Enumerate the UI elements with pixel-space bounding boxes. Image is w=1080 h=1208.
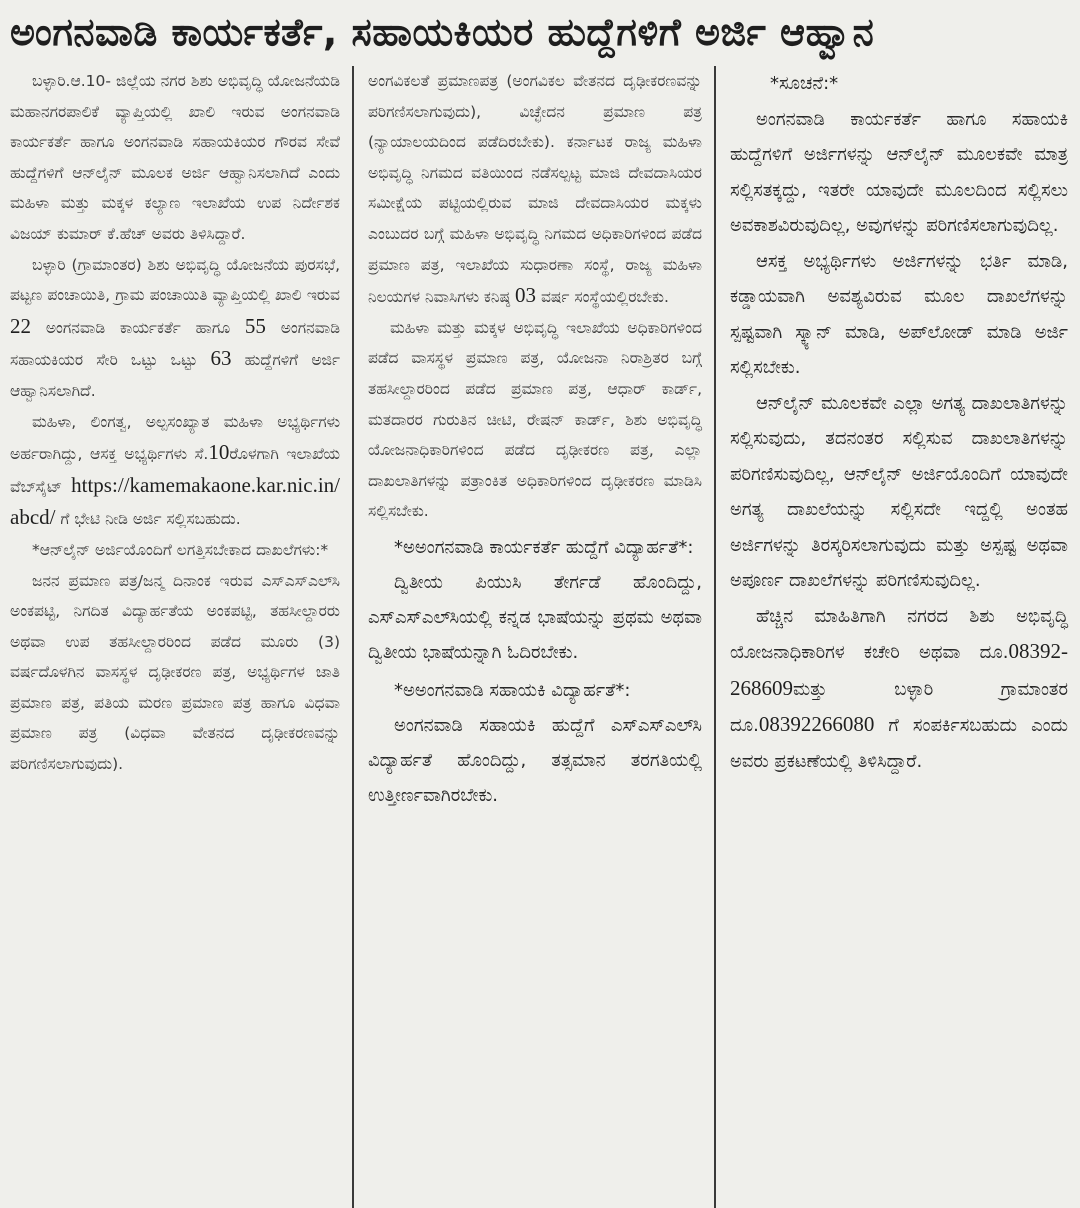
paragraph-attestation: ಮಹಿಳಾ ಮತ್ತು ಮಕ್ಕಳ ಅಭಿವೃದ್ಧಿ ಇಲಾಖೆಯ ಅಧಿಕಾರಿಗಳಿಂದ ಪಡೆದ ವಾಸಸ್ಥಳ ಪ್ರಮಾಣ ಪತ್ರ, ಯೋಜನಾ ನಿರಾಶ್ರಿತರ ಬಗ್ಗೆ ತಹಸೀಲ್ದಾರರಿಂದ ಪಡೆದ ಪ್ರಮಾಣ ಪತ್ರ, ಆಧಾರ್ ಕಾರ್ಡ್, ಮತದಾರರ ಗುರುತಿನ ಚೀಟಿ, ರೇಷನ್ ಕಾರ್ಡ್, ಶಿಶು ಅಭಿವೃದ್ಧಿ ಯೋಜನಾಧಿಕಾರಿಗಳಿಂದ ಪಡೆದ ದೃಢೀಕರಣ ಪತ್ರ, ಎಲ್ಲಾ ದಾಖಲಾತಿಗಳನ್ನು ಪತ್ರಾಂಕಿತ ಅಧಿಕಾರಿಗಳಿಂದ ದೃಢೀಕರಣ ಮಾಡಿಸಿ ಸಲ್ಲಿಸಬೇಕು.	[368, 318, 702, 521]
column-rule-right	[714, 66, 716, 1208]
paragraph-helper-qualification: ಅಂಗನವಾಡಿ ಸಹಾಯಕಿ ಹುದ್ದೆಗೆ ಎಸ್‍ಎಸ್‍ಎಲ್‍ಸಿ ವಿದ್ಯಾರ್ಹತೆ ಹೊಂದಿದ್ದು, ತತ್ಸಮಾನ ತರಗತಿಯಲ್ಲಿ ಉತ್ತೀರ್ಣವಾಗಿರಬೇಕು.	[368, 714, 702, 806]
text: ಅಂಗನವಾಡಿ ಕಾರ್ಯಕರ್ತೆ ಹಾಗೂ	[45, 318, 231, 337]
subheading-worker-qualification: *ಅಅಂಗನವಾಡಿ ಕಾರ್ಯಕರ್ತೆ ಹುದ್ದೆಗೆ ವಿದ್ಯಾರ್ಹತೆ*:	[394, 536, 694, 558]
phone-rural: 08392266080	[758, 712, 875, 736]
paragraph-eligibility	[10, 407, 340, 535]
paragraph-certificates	[368, 66, 702, 313]
subheading-documents: *ಆನ್‍ಲೈನ್ ಅರ್ಜಿಯೊಂದಿಗೆ ಲಗತ್ತಿಸಬೇಕಾದ ದಾಖಲೆಗಳು:*	[32, 540, 329, 559]
paragraph-intro: ಬಳ್ಳಾರಿ.ಆ.10- ಜಿಲ್ಲೆಯ ನಗರ ಶಿಶು ಅಭಿವೃದ್ಧಿ ಯೋಜನೆಯಡಿ ಮಹಾನಗರಪಾಲಿಕೆ ವ್ಯಾಪ್ತಿಯಲ್ಲಿ ಖಾಲಿ ಇರುವ ಅಂಗನವಾಡಿ ಕಾರ್ಯಕರ್ತೆ ಹಾಗೂ ಅಂಗನವಾಡಿ ಸಹಾಯಕಿಯರ ಗೌರವ ಸೇವೆ ಹುದ್ದೆಗಳಿಗೆ ಆನ್‍ಲೈನ್ ಮೂಲಕ ಅರ್ಜಿ ಆಹ್ವಾನಿಸಲಾಗಿದೆ ಎಂದು ಮಹಿಳಾ ಮತ್ತು ಮಕ್ಕಳ ಕಲ್ಯಾಣ ಇಲಾಖೆಯ ಉಪ ನಿರ್ದೇಶಕ ವಿಜಯ್ ಕುಮಾರ್ ಕೆ.ಹೆಚ್ ಅವರು ತಿಳಿಸಿದ್ದಾರೆ.	[10, 72, 340, 243]
text: ಗೆ ಸಂಪರ್ಕಿಸಬಹುದು ಎಂದು ಅವರು ಪ್ರಕಟಣೆಯಲ್ಲಿ ತಿಳಿಸಿದ್ದಾರೆ.	[730, 715, 1068, 772]
text: ಗೆ ಭೇಟಿ ನೀಡಿ ಅರ್ಜಿ ಸಲ್ಲಿಸಬಹುದು.	[60, 510, 241, 529]
paragraph-online-only: ಅಂಗನವಾಡಿ ಕಾರ್ಯಕರ್ತೆ ಹಾಗೂ ಸಹಾಯಕಿ ಹುದ್ದೆಗಳಿಗೆ ಅರ್ಜಿಗಳನ್ನು ಆನ್‍ಲೈನ್ ಮೂಲಕವೇ ಮಾತ್ರ ಸಲ್ಲಿಸತಕ್ಕದ್ದು, ಇತರೇ ಯಾವುದೇ ಮೂಲದಿಂದ ಸಲ್ಲಿಸಲು ಅವಕಾಶವಿರುವುದಿಲ್ಲ, ಅವುಗಳನ್ನು ಪರಿಗಣಿಸಲಾಗುವುದಿಲ್ಲ.	[730, 108, 1068, 236]
text: ಅಂಗವಿಕಲತೆ ಪ್ರಮಾಣಪತ್ರ (ಅಂಗವಿಕಲ ವೇತನದ ದೃಢೀಕರಣವನ್ನು ಪರಿಗಣಿಸಲಾಗುವುದು), ವಿಚ್ಛೇದನ ಪ್ರಮಾಣ ಪತ್ರ (ನ್ಯಾಯಾಲಯದಿಂದ ಪಡೆದಿರಬೇಕು). ಕರ್ನಾಟಕ ರಾಜ್ಯ ಮಹಿಳಾ ಅಭಿವೃದ್ಧಿ ನಿಗಮದ ವತಿಯಿಂದ ನಡೆಸಲ್ಪಟ್ಟ ಮಾಜಿ ದೇವದಾಸಿಯರ ಸಮೀಕ್ಷೆಯ ಪಟ್ಟಿಯಲ್ಲಿರುವ ಮಾಜಿ ದೇವದಾಸಿಯರ ಮಕ್ಕಳು ಎಂಬುದರ ಬಗ್ಗೆ ಮಹಿಳಾ ಅಭಿವೃದ್ಧಿ ನಿಗಮದ ಅಧಿಕಾರಿಗಳಿಂದ ಪಡೆದ ಪ್ರಮಾಣ ಪತ್ರ, ಇಲಾಖೆಯ ಸುಧಾರಣಾ ಸಂಸ್ಥೆ, ರಾಜ್ಯ ಮಹಿಳಾ ನಿಲಯಗಳ ನಿವಾಸಿಗಳು ಕನಿಷ್ಠ	[368, 72, 702, 307]
article-column-1	[0, 66, 350, 1208]
min-years: 03	[515, 283, 536, 308]
worker-vacancy-count: 22	[10, 313, 31, 338]
text: ಬಳ್ಳಾರಿ (ಗ್ರಾಮಾಂತರ) ಶಿಶು ಅಭಿವೃದ್ಧಿ ಯೋಜನೆಯ ಪುರಸಭೆ, ಪಟ್ಟಣ ಪಂಚಾಯಿತಿ, ಗ್ರಾಮ ಪಂಚಾಯಿತಿ ವ್ಯಾಪ್ತಿಯಲ್ಲಿ ಖಾಲಿ ಇರುವ	[10, 255, 340, 305]
article-column-2	[356, 66, 712, 1208]
phone-urban: 08392-268609	[730, 639, 1068, 700]
subheading-notice: *ಸೂಚನೆ:*	[770, 73, 839, 94]
text: ಮಹಿಳಾ, ಲಿಂಗತ್ವ, ಅಲ್ಪಸಂಖ್ಯಾತ ಮಹಿಳಾ ಅಭ್ಯರ್ಥಿಗಳು ಅರ್ಹರಾಗಿದ್ದು, ಆಸಕ್ತ ಅಭ್ಯರ್ಥಿಗಳು ಸೆ.	[10, 412, 340, 464]
deadline-day: 10	[208, 440, 230, 465]
paragraph-contact	[730, 599, 1068, 780]
column-rule-left	[352, 66, 354, 1208]
paragraph-worker-qualification: ದ್ವಿತೀಯ ಪಿಯುಸಿ ತೇರ್ಗಡೆ ಹೊಂದಿದ್ದು, ಎಸ್‍ಎಸ್‍ಎಲ್‍ಸಿಯಲ್ಲಿ ಕನ್ನಡ ಭಾಷೆಯನ್ನು ಪ್ರಥಮ ಅಥವಾ ದ್ವಿತೀಯ ಭಾಷೆಯನ್ನಾಗಿ ಓದಿರಬೇಕು.	[368, 571, 702, 663]
paragraph-upload: ಆಸಕ್ತ ಅಭ್ಯರ್ಥಿಗಳು ಅರ್ಜಿಗಳನ್ನು ಭರ್ತಿ ಮಾಡಿ, ಕಡ್ಡಾಯವಾಗಿ ಅವಶ್ಯವಿರುವ ಮೂಲ ದಾಖಲೆಗಳನ್ನು ಸ್ಪಷ್ಟವಾಗಿ ಸ್ಕ್ಯಾನ್ ಮಾಡಿ, ಅಪ್‍ಲೋಡ್ ಮಾಡಿ ಅರ್ಜಿ ಸಲ್ಲಿಸಬೇಕು.	[730, 250, 1068, 378]
paragraph-rejection: ಆನ್‍ಲೈನ್ ಮೂಲಕವೇ ಎಲ್ಲಾ ಅಗತ್ಯ ದಾಖಲಾತಿಗಳನ್ನು ಸಲ್ಲಿಸುವುದು, ತದನಂತರ ಸಲ್ಲಿಸುವ ದಾಖಲಾತಿಗಳನ್ನು ಪರಿಗಣಿಸುವುದಿಲ್ಲ, ಆನ್‍ಲೈನ್ ಅರ್ಜಿಯೊಂದಿಗೆ ಯಾವುದೇ ಅಗತ್ಯ ದಾಖಲೆಯನ್ನು ಸಲ್ಲಿಸದೇ ಇದ್ದಲ್ಲಿ ಅಂತಹ ಅರ್ಜಿಗಳನ್ನು ತಿರಸ್ಕರಿಸಲಾಗುವುದು ಮತ್ತು ಅಸ್ಪಷ್ಟ ಅಥವಾ ಅಪೂರ್ಣ ದಾಖಲೆಗಳನ್ನು ಪರಿಗಣಿಸುವುದಿಲ್ಲ.	[730, 392, 1068, 591]
paragraph-documents: ಜನನ ಪ್ರಮಾಣ ಪತ್ರ/ಜನ್ಮ ದಿನಾಂಕ ಇರುವ ಎಸ್‍ಎಸ್‍ಎಲ್‍ಸಿ ಅಂಕಪಟ್ಟಿ, ನಿಗದಿತ ವಿದ್ಯಾರ್ಹತೆಯ ಅಂಕಪಟ್ಟಿ, ತಹಸೀಲ್ದಾರರು ಅಥವಾ ಉಪ ತಹಸೀಲ್ದಾರರಿಂದ ಪಡೆದ ಮೂರು (3) ವರ್ಷದೊಳಗಿನ ವಾಸಸ್ಥಳ ದೃಢೀಕರಣ ಪತ್ರ, ಅಭ್ಯರ್ಥಿಗಳ ಜಾತಿ ಪ್ರಮಾಣ ಪತ್ರ, ಪತಿಯ ಮರಣ ಪ್ರಮಾಣ ಪತ್ರ ಹಾಗೂ ವಿಧವಾ ಪ್ರಮಾಣ ಪತ್ರ (ವಿಧವಾ ವೇತನದ ದೃಢೀಕರಣವನ್ನು ಪರಿಗಣಿಸಲಾಗುವುದು).	[10, 571, 340, 774]
website-link[interactable]: https://kamemakaone.kar.nic.in/abcd/	[10, 472, 340, 530]
text: ಅಂಗನವಾಡಿ ಸಹಾಯಕಿಯರ ಸೇರಿ ಒಟ್ಟು ಒಟ್ಟು	[10, 318, 340, 370]
text: ರೊಳಗಾಗಿ ಇಲಾಖೆಯ ವೆಬ್‍ಸೈಟ್	[10, 445, 340, 496]
paragraph-rural-vacancies	[10, 250, 340, 407]
text: ಹೆಚ್ಚಿನ ಮಾಹಿತಿಗಾಗಿ ನಗರದ ಶಿಶು ಅಭಿವೃದ್ಧಿ ಯೋಜನಾಧಿಕಾರಿಗಳ ಕಚೇರಿ ಅಥವಾ ದೂ.	[730, 605, 1068, 663]
total-vacancy-count: 63	[210, 346, 232, 371]
article-column-3	[718, 66, 1080, 1208]
helper-vacancy-count: 55	[244, 313, 266, 338]
text: ಮತ್ತು ಬಳ್ಳಾರಿ ಗ್ರಾಮಾಂತರ ದೂ.	[730, 678, 1068, 736]
text: ಹುದ್ದೆಗಳಿಗೆ ಅರ್ಜಿ ಆಹ್ವಾನಿಸಲಾಗಿದೆ.	[10, 351, 340, 400]
subheading-helper-qualification: *ಅಅಂಗನವಾಡಿ ಸಹಾಯಕಿ ವಿದ್ಯಾರ್ಹತೆ*:	[394, 679, 631, 701]
headline: ಅಂಗನವಾಡಿ ಕಾರ್ಯಕರ್ತೆ, ಸಹಾಯಕಿಯರ ಹುದ್ದೆಗಳಿಗೆ ಅರ್ಜಿ ಆಹ್ವಾನ	[10, 10, 875, 54]
text: ವರ್ಷ ಸಂಸ್ಥೆಯಲ್ಲಿರಬೇಕು.	[540, 288, 669, 307]
